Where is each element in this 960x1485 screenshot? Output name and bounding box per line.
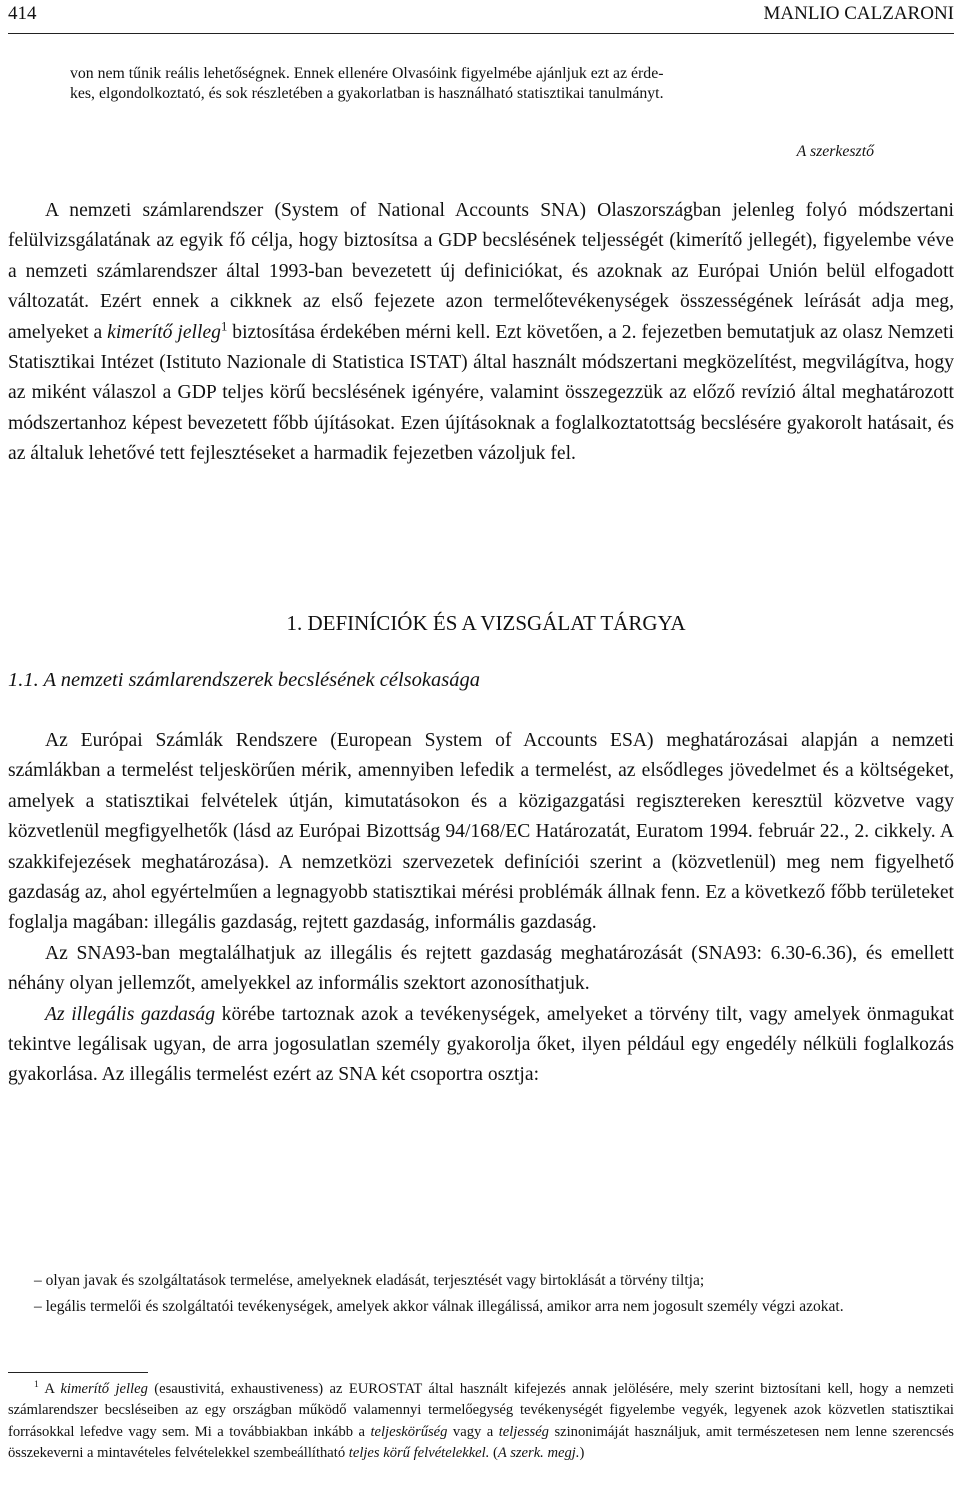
running-title: MANLIO CALZARONI (763, 3, 954, 24)
footnote-seg: szinonimáját használjuk, amit természetesen nem lenne szerencsés összekeverni a mintavételes felvételekkel szembeállítható (8, 1423, 954, 1461)
footnote-term: kimerítő jelleg (60, 1381, 148, 1397)
footnote-seg: vagy a (447, 1423, 499, 1440)
footnote-seg: ( (489, 1444, 498, 1461)
footnote-divider (8, 1372, 148, 1373)
subsection-title: 1.1. A nemzeti számlarendszerek becslésének célsokasága (8, 669, 480, 691)
footnote-term: teljesség (498, 1423, 549, 1440)
footnote-seg: (esaustivitá, exhaustiveness) az EUROSTAT által használt kifejezés annak jelölésére, mely szerint biztosítani kell, hogy a nemzeti számlarendszer becsléseiben az egy országban működő valamennyi termelőegység tevékenységét figyelembe vegyék, legyenek azok közvetlen statisztikai forrásokkal lefedve vagy sem. Mi a továbbiakban inkább a (8, 1381, 954, 1440)
footnote-seg: ) (579, 1444, 585, 1461)
footnote-text (8, 1379, 954, 1464)
abstract-text-b: biztosítása érdekében mérni kell. Ezt követően, a 2. fejezetben bemutatjuk az olasz Nemzeti Statisztikai Intézet (Istituto Nazionale di Statistica ISTAT) által használt módszertani megközelítést, megvilágítva, hogy az miként válaszol a GDP teljes körű becslésének igényére, valamint összegezzük az előző revízió által meghatározott módszertanhoz képest bevezetett főbb újításokat. Ezen újításoknak a foglalkoztatottság becslésére gyakorolt hatásait, és az általuk lehetővé tett fejlesztéseket a harmadik fejezetben vázoljuk fel. (8, 321, 954, 465)
section-title: 1. DEFINÍCIÓK ÉS A VIZSGÁLAT TÁRGYA (286, 611, 686, 635)
editor-note (70, 64, 952, 104)
footnote-term: teljes körű felvételekkel. (348, 1444, 490, 1461)
abstract-paragraph (8, 196, 954, 470)
footnote-number: 1 (34, 1380, 39, 1391)
footnote-ref: 1 (220, 319, 228, 334)
footnote (8, 1379, 954, 1464)
editor-signature: A szerkesztő (796, 143, 874, 160)
footnote-seg: A (38, 1381, 61, 1397)
running-header (8, 0, 954, 34)
paragraph-1: Az Európai Számlák Rendszere (European System of Accounts ESA) meghatározásai alapján a nemzeti számlákban a termelést teljeskörűen mérik, amennyiben lefedik a termelést, az elsődleges jövedelmet és a költségeket, amelyek a statisztikai felvételek útján, kimutatásokon és a közigazgatási regisztereken keresztül közvetve vagy közvetlenül megfigyelhetők (lásd az Európai Bizottság 94/168/EC Határozatát, Euratom 1994. február 22., 2. cikkely. A szakkifejezések meghatározása). A nemzetközi szervezetek definíciói szerint a (közvetlenül) meg nem figyelhető gazdaság az, ahol egyértelműen a legnagyobb statisztikai mérési problémák állnak fenn. Ez a következő főbb területeket foglalja magában: illegális gazdaság, rejtett gazdaság, informális gazdaság. (8, 730, 954, 934)
paragraph-3-term: Az illegális gazdaság (45, 1003, 216, 1025)
document-page (8, 0, 954, 1461)
list-item: – olyan javak és szolgáltatások termelése, amelyeknek eladását, terjesztését vagy birtoklását a törvény tiltja; (34, 1272, 705, 1289)
paragraph-3 (8, 1000, 954, 1091)
page-number: 414 (8, 3, 37, 24)
abstract-text-a: A nemzeti számlarendszer (System of National Accounts SNA) Olaszországban jelenleg folyó módszertani felülvizsgálatának az egyik fő célja, hogy biztosítsa a GDP becslésének teljességét (kimerítő jellegét), figyelembe véve a nemzeti számlarendszer által 1993-ban bevezetett új definiciókat, és azoknak az Európai Unión belül elfogadott változatát. Ezért ennek a cikknek az első fejezete azon termelőtevékenységek összességének leírását adja meg, amelyeket a (8, 200, 954, 343)
editor-note-line-2: kes, elgondolkoztató, és sok részletében a gyakorlatban is használható statisztikai tanulmányt. (70, 85, 664, 102)
footnote-term: A szerk. megj. (497, 1444, 580, 1461)
editor-note-line-1: von nem tűnik reális lehetőségnek. Ennek ellenére Olvasóink figyelmébe ajánljuk ezt az érde- (70, 65, 664, 82)
paragraph-2: Az SNA93-ban megtalálhatjuk az illegális és rejtett gazdaság meghatározását (SNA93: 6.30-6.36), és emellett néhány olyan jellemzőt, amelyekkel az informális szektort azonosíthatjuk. (8, 942, 954, 995)
main-text (8, 726, 954, 1091)
footnote-term: teljeskörűség (370, 1423, 448, 1440)
dash-list (8, 1268, 954, 1319)
abstract-term: kimerítő jelleg (107, 321, 221, 343)
list-item: – legális termelői és szolgáltatói tevékenységek, amelyek akkor válnak illegálissá, amikor arra nem jogosult személy végzi azokat. (34, 1297, 844, 1315)
paragraph-3-text: körébe tartoznak azok a tevékenységek, amelyeket a törvény tilt, vagy amelyek önmagukat tekintve legálisak ugyan, de arra jogosulatlan személy gyakorolja őket, ilyen például egy engedély nélküli foglalkozás gyakorlása. Az illegális termelést ezért az SNA két csoportra osztja: (8, 1003, 954, 1086)
abstract (8, 196, 954, 470)
